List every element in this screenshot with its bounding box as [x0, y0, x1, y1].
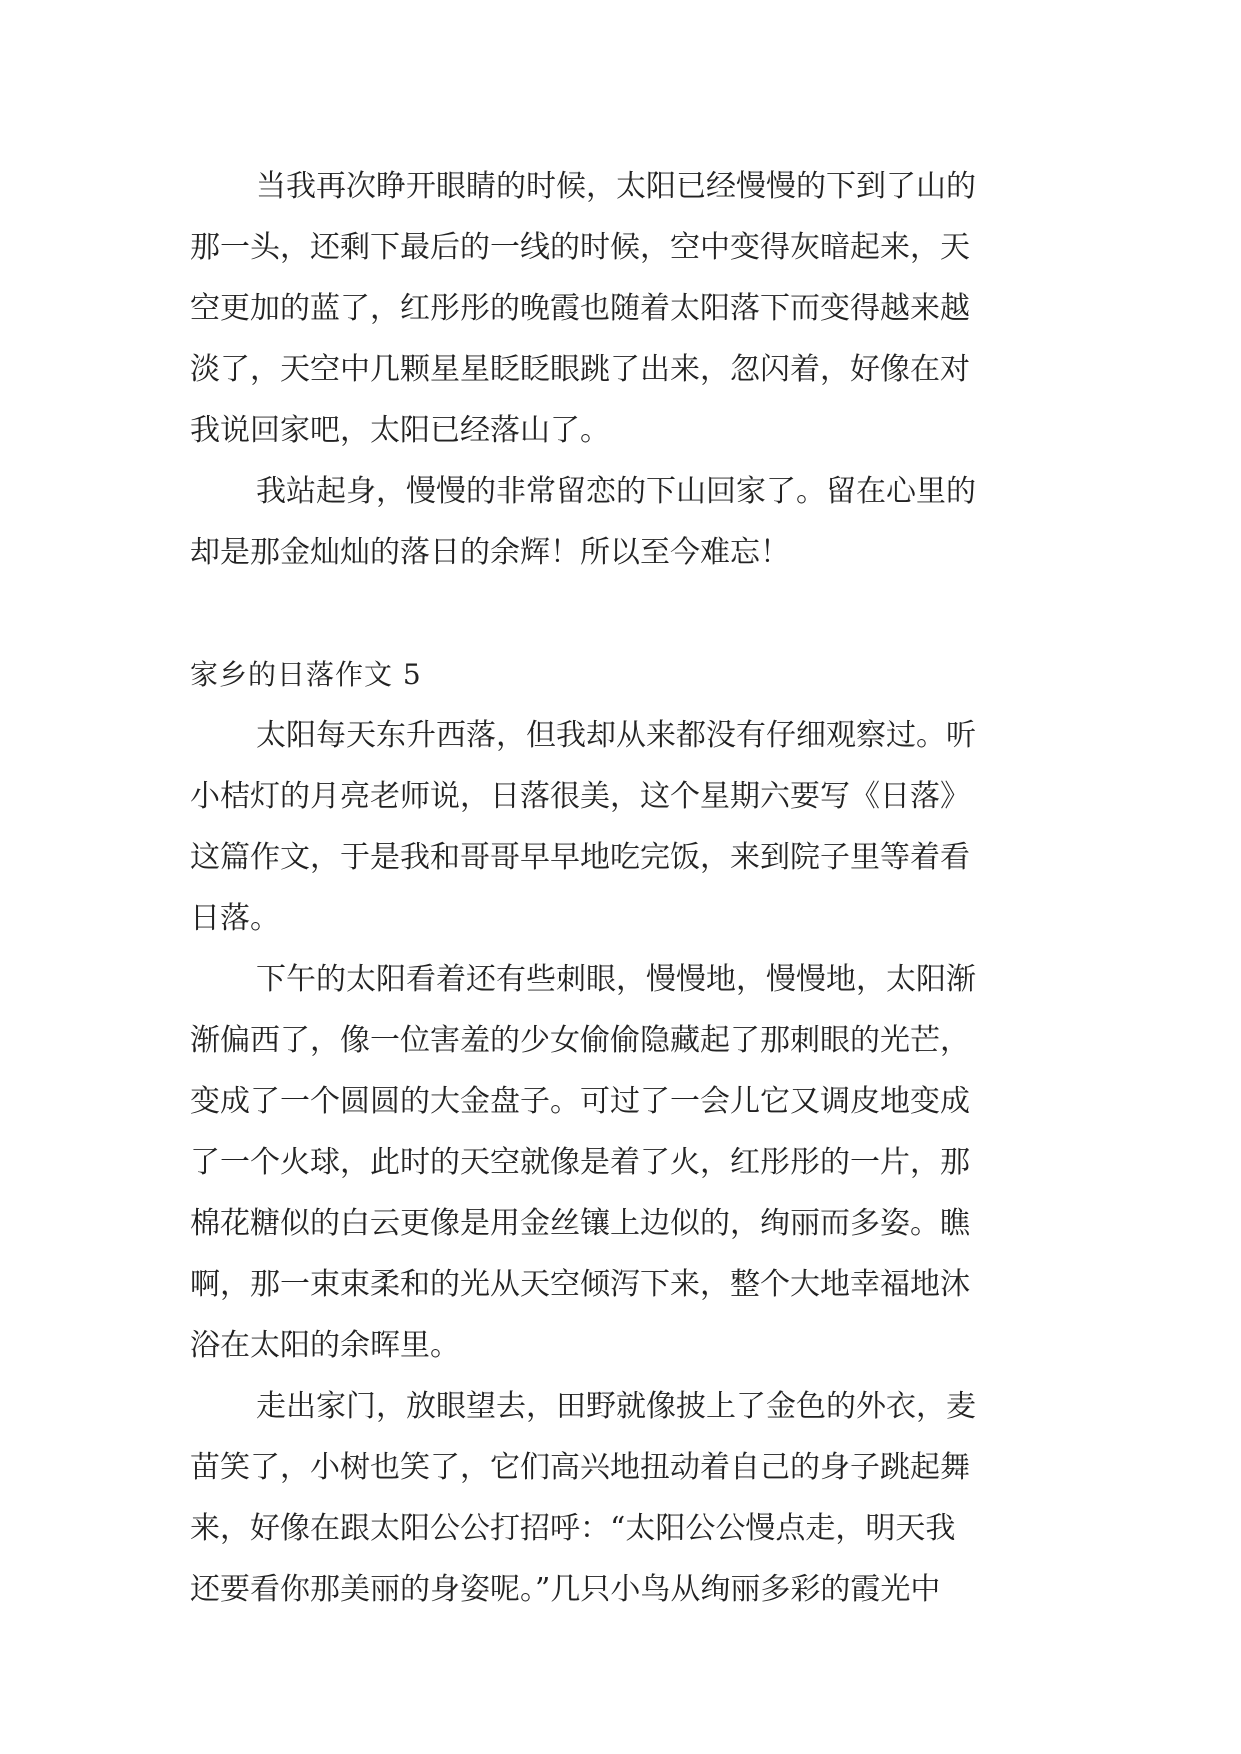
text-line: 日落。 [190, 901, 280, 936]
text-line: 这篇作文，于是我和哥哥早早地吃完饭，来到院子里等着看 [190, 840, 970, 875]
text-line: 来，好像在跟太阳公公打招呼：“太阳公公慢点走，明天我 [190, 1511, 956, 1546]
section-title: 家乡的日落作文 5 [190, 658, 422, 691]
text-line: 变成了一个圆圆的大金盘子。可过了一会儿它又调皮地变成 [190, 1084, 970, 1119]
text-line: 太阳每天东升西落，但我却从来都没有仔细观察过。听 [256, 718, 976, 753]
text-line: 空更加的蓝了，红彤彤的晚霞也随着太阳落下而变得越来越 [190, 291, 970, 326]
paragraph [190, 461, 1070, 583]
text-line: 下午的太阳看着还有些刺眼，慢慢地，慢慢地，太阳渐 [256, 962, 976, 997]
paragraph-spacer [190, 583, 1070, 644]
paragraph [190, 705, 1070, 949]
text-line: 渐偏西了，像一位害羞的少女偷偷隐藏起了那刺眼的光芒， [190, 1023, 970, 1058]
paragraph [190, 156, 1070, 461]
text-line: 却是那金灿灿的落日的余辉！所以至今难忘！ [190, 535, 790, 570]
document-body [190, 156, 1070, 1620]
paragraph [190, 1376, 1070, 1620]
text-line: 棉花糖似的白云更像是用金丝镶上边似的，绚丽而多姿。瞧 [190, 1206, 970, 1241]
text-line: 当我再次睁开眼睛的时候，太阳已经慢慢的下到了山的 [256, 169, 976, 204]
text-line: 那一头，还剩下最后的一线的时候，空中变得灰暗起来，天 [190, 230, 970, 265]
text-line: 我说回家吧，太阳已经落山了。 [190, 413, 610, 448]
text-line: 我站起身，慢慢的非常留恋的下山回家了。留在心里的 [256, 474, 976, 509]
text-line: 还要看你那美丽的身姿呢。”几只小鸟从绚丽多彩的霞光中 [190, 1572, 941, 1607]
text-line: 小桔灯的月亮老师说，日落很美，这个星期六要写《日落》 [190, 779, 970, 814]
text-line: 浴在太阳的余晖里。 [190, 1328, 460, 1363]
text-line: 啊，那一束束柔和的光从天空倾泻下来，整个大地幸福地沐 [190, 1267, 970, 1302]
paragraph [190, 949, 1070, 1376]
text-line: 走出家门，放眼望去，田野就像披上了金色的外衣，麦 [256, 1389, 976, 1424]
text-line: 淡了，天空中几颗星星眨眨眼跳了出来，忽闪着，好像在对 [190, 352, 970, 387]
text-line: 苗笑了，小树也笑了，它们高兴地扭动着自己的身子跳起舞 [190, 1450, 970, 1485]
text-line: 了一个火球，此时的天空就像是着了火，红彤彤的一片，那 [190, 1145, 970, 1180]
